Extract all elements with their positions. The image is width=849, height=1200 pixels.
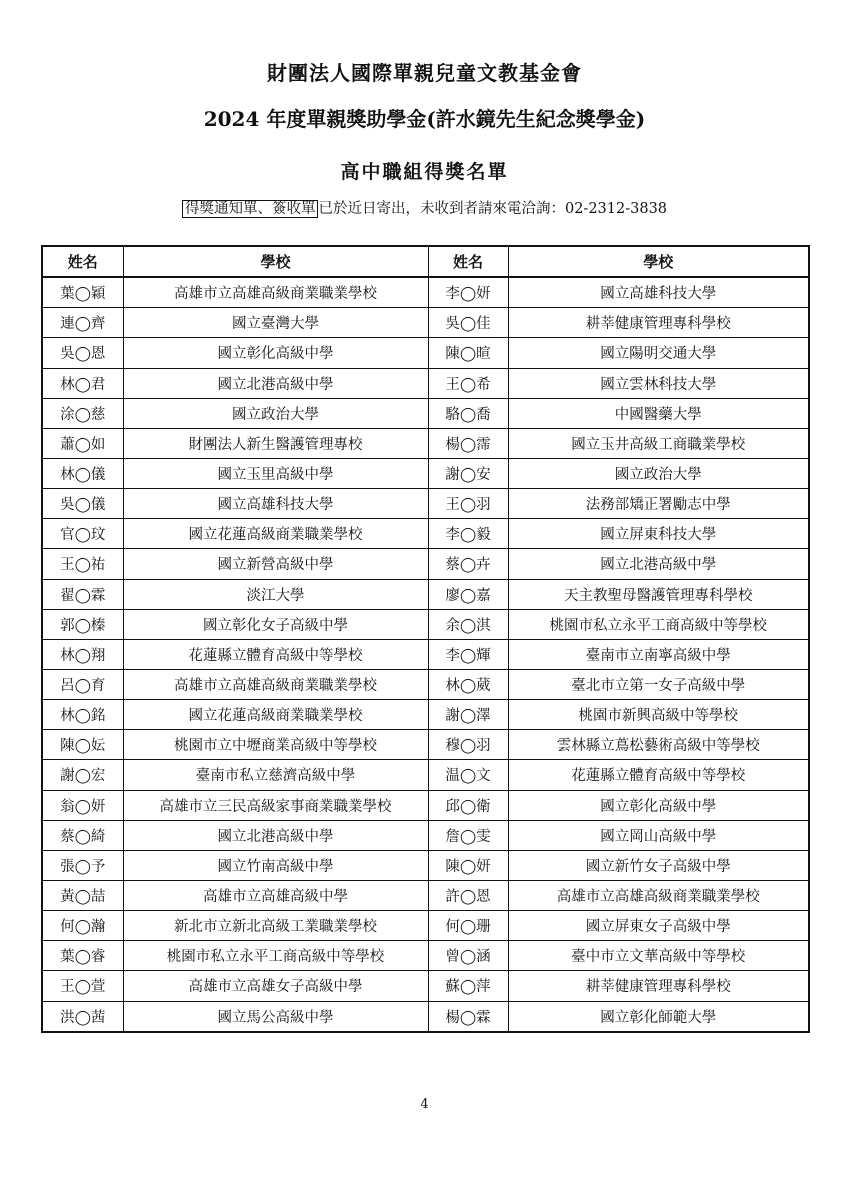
school-name: 耕莘健康管理專科學校 [508, 308, 809, 338]
school-name: 國立新竹女子高級中學 [508, 850, 809, 880]
student-name: 謝◯澤 [428, 700, 508, 730]
school-name: 國立政治大學 [123, 398, 428, 428]
school-name: 桃園市立中壢商業高級中等學校 [123, 730, 428, 760]
school-name: 雲林縣立蔦松藝術高級中等學校 [508, 730, 809, 760]
student-name: 王◯祐 [42, 549, 123, 579]
student-name: 王◯羽 [428, 489, 508, 519]
school-name: 國立彰化高級中學 [508, 790, 809, 820]
foundation-title: 財團法人國際單親兒童文教基金會 [267, 61, 582, 85]
table-row [42, 700, 809, 730]
awardee-table [41, 245, 810, 1033]
school-name: 高雄市立高雄高級商業職業學校 [508, 880, 809, 910]
student-name: 何◯珊 [428, 911, 508, 941]
table-row [42, 820, 809, 850]
school-name: 國立彰化女子高級中學 [123, 609, 428, 639]
table-row [42, 730, 809, 760]
table-header-row [42, 246, 809, 277]
school-name: 國立高雄科技大學 [123, 489, 428, 519]
school-name: 國立高雄科技大學 [508, 277, 809, 308]
table-row [42, 428, 809, 458]
school-name: 天主教聖母醫護管理專科學校 [508, 579, 809, 609]
student-name: 蔡◯卉 [428, 549, 508, 579]
school-name: 桃園市私立永平工商高級中等學校 [508, 609, 809, 639]
school-name: 桃園市新興高級中等學校 [508, 700, 809, 730]
student-name: 陳◯妍 [428, 850, 508, 880]
header-name-2: 姓名 [428, 246, 508, 277]
table-row [42, 549, 809, 579]
school-name: 國立花蓮高級商業職業學校 [123, 519, 428, 549]
student-name: 駱◯喬 [428, 398, 508, 428]
school-name: 國立岡山高級中學 [508, 820, 809, 850]
school-name: 財團法人新生醫護管理專校 [123, 428, 428, 458]
school-name: 國立花蓮高級商業職業學校 [123, 700, 428, 730]
school-name: 高雄市立高雄高級商業職業學校 [123, 669, 428, 699]
table-row [42, 669, 809, 699]
table-row [42, 609, 809, 639]
school-name: 國立北港高級中學 [508, 549, 809, 579]
school-name: 國立屏東女子高級中學 [508, 911, 809, 941]
header-school-2: 學校 [508, 246, 809, 277]
student-name: 蔡◯綺 [42, 820, 123, 850]
table-row [42, 398, 809, 428]
student-name: 葉◯睿 [42, 941, 123, 971]
school-name: 國立臺灣大學 [123, 308, 428, 338]
table-row [42, 941, 809, 971]
notice-boxed-text: 得獎通知單、簽收單 [182, 200, 319, 218]
student-name: 李◯輝 [428, 639, 508, 669]
table-row [42, 850, 809, 880]
student-name: 吳◯儀 [42, 489, 123, 519]
table-row [42, 971, 809, 1001]
student-name: 楊◯霖 [428, 1001, 508, 1032]
student-name: 林◯儀 [42, 458, 123, 488]
school-name: 國立彰化高級中學 [123, 338, 428, 368]
table-row [42, 579, 809, 609]
table-row [42, 639, 809, 669]
student-name: 謝◯安 [428, 458, 508, 488]
student-name: 吳◯恩 [42, 338, 123, 368]
school-name: 花蓮縣立體育高級中等學校 [123, 639, 428, 669]
table-row [42, 338, 809, 368]
school-name: 高雄市立高雄女子高級中學 [123, 971, 428, 1001]
student-name: 陳◯妘 [42, 730, 123, 760]
school-name: 臺南市立南寧高級中學 [508, 639, 809, 669]
student-name: 廖◯嘉 [428, 579, 508, 609]
school-name: 桃園市私立永平工商高級中等學校 [123, 941, 428, 971]
student-name: 翁◯妍 [42, 790, 123, 820]
student-name: 許◯恩 [428, 880, 508, 910]
student-name: 温◯文 [428, 760, 508, 790]
student-name: 陳◯暄 [428, 338, 508, 368]
header-name-1: 姓名 [42, 246, 123, 277]
student-name: 李◯毅 [428, 519, 508, 549]
school-name: 法務部矯正署勵志中學 [508, 489, 809, 519]
student-name: 林◯翔 [42, 639, 123, 669]
school-name: 國立北港高級中學 [123, 368, 428, 398]
scholarship-title: 2024 年度單親獎助學金(許水鏡先生紀念獎學金) [203, 107, 646, 131]
student-name: 吳◯佳 [428, 308, 508, 338]
student-name: 翟◯霖 [42, 579, 123, 609]
student-name: 連◯齊 [42, 308, 123, 338]
student-name: 蘇◯萍 [428, 971, 508, 1001]
student-name: 詹◯雯 [428, 820, 508, 850]
table-row [42, 880, 809, 910]
notice-text: 已於近日寄出，未收到者請來電洽詢：02-2312-3838 [318, 201, 668, 217]
header-school-1: 學校 [123, 246, 428, 277]
school-name: 國立北港高級中學 [123, 820, 428, 850]
student-name: 涂◯慈 [42, 398, 123, 428]
student-name: 謝◯宏 [42, 760, 123, 790]
table-row [42, 519, 809, 549]
student-name: 葉◯穎 [42, 277, 123, 308]
student-name: 余◯淇 [428, 609, 508, 639]
student-name: 李◯妍 [428, 277, 508, 308]
school-name: 國立馬公高級中學 [123, 1001, 428, 1032]
school-name: 中國醫藥大學 [508, 398, 809, 428]
student-name: 張◯予 [42, 850, 123, 880]
student-name: 林◯君 [42, 368, 123, 398]
school-name: 國立玉里高級中學 [123, 458, 428, 488]
table-row [42, 308, 809, 338]
school-name: 臺北市立第一女子高級中學 [508, 669, 809, 699]
table-body [42, 277, 809, 1032]
table-row [42, 911, 809, 941]
school-name: 國立新營高級中學 [123, 549, 428, 579]
table-row [42, 760, 809, 790]
school-name: 臺南市私立慈濟高級中學 [123, 760, 428, 790]
group-title: 高中職組得獎名單 [340, 161, 509, 183]
school-name: 耕莘健康管理專科學校 [508, 971, 809, 1001]
school-name: 國立政治大學 [508, 458, 809, 488]
school-name: 國立玉井高級工商職業學校 [508, 428, 809, 458]
student-name: 蕭◯如 [42, 428, 123, 458]
school-name: 淡江大學 [123, 579, 428, 609]
school-name: 高雄市立高雄高級中學 [123, 880, 428, 910]
school-name: 新北市立新北高級工業職業學校 [123, 911, 428, 941]
school-name: 花蓮縣立體育高級中等學校 [508, 760, 809, 790]
student-name: 林◯葳 [428, 669, 508, 699]
student-name: 王◯萱 [42, 971, 123, 1001]
school-name: 國立彰化師範大學 [508, 1001, 809, 1032]
school-name: 高雄市立三民高級家事商業職業學校 [123, 790, 428, 820]
notice-line [0, 197, 849, 218]
table-row [42, 277, 809, 308]
page-number: 4 [420, 1097, 429, 1112]
school-name: 國立屏東科技大學 [508, 519, 809, 549]
table-row [42, 790, 809, 820]
student-name: 洪◯茜 [42, 1001, 123, 1032]
student-name: 呂◯育 [42, 669, 123, 699]
student-name: 楊◯霈 [428, 428, 508, 458]
school-name: 高雄市立高雄高級商業職業學校 [123, 277, 428, 308]
school-name: 國立竹南高級中學 [123, 850, 428, 880]
table-row [42, 489, 809, 519]
student-name: 穆◯羽 [428, 730, 508, 760]
school-name: 國立雲林科技大學 [508, 368, 809, 398]
student-name: 黃◯喆 [42, 880, 123, 910]
student-name: 何◯瀚 [42, 911, 123, 941]
student-name: 郭◯榛 [42, 609, 123, 639]
student-name: 王◯希 [428, 368, 508, 398]
student-name: 曾◯涵 [428, 941, 508, 971]
student-name: 邱◯衛 [428, 790, 508, 820]
student-name: 林◯銘 [42, 700, 123, 730]
student-name: 官◯玟 [42, 519, 123, 549]
table-row [42, 1001, 809, 1032]
school-name: 國立陽明交通大學 [508, 338, 809, 368]
school-name: 臺中市立文華高級中等學校 [508, 941, 809, 971]
table-row [42, 368, 809, 398]
table-row [42, 458, 809, 488]
